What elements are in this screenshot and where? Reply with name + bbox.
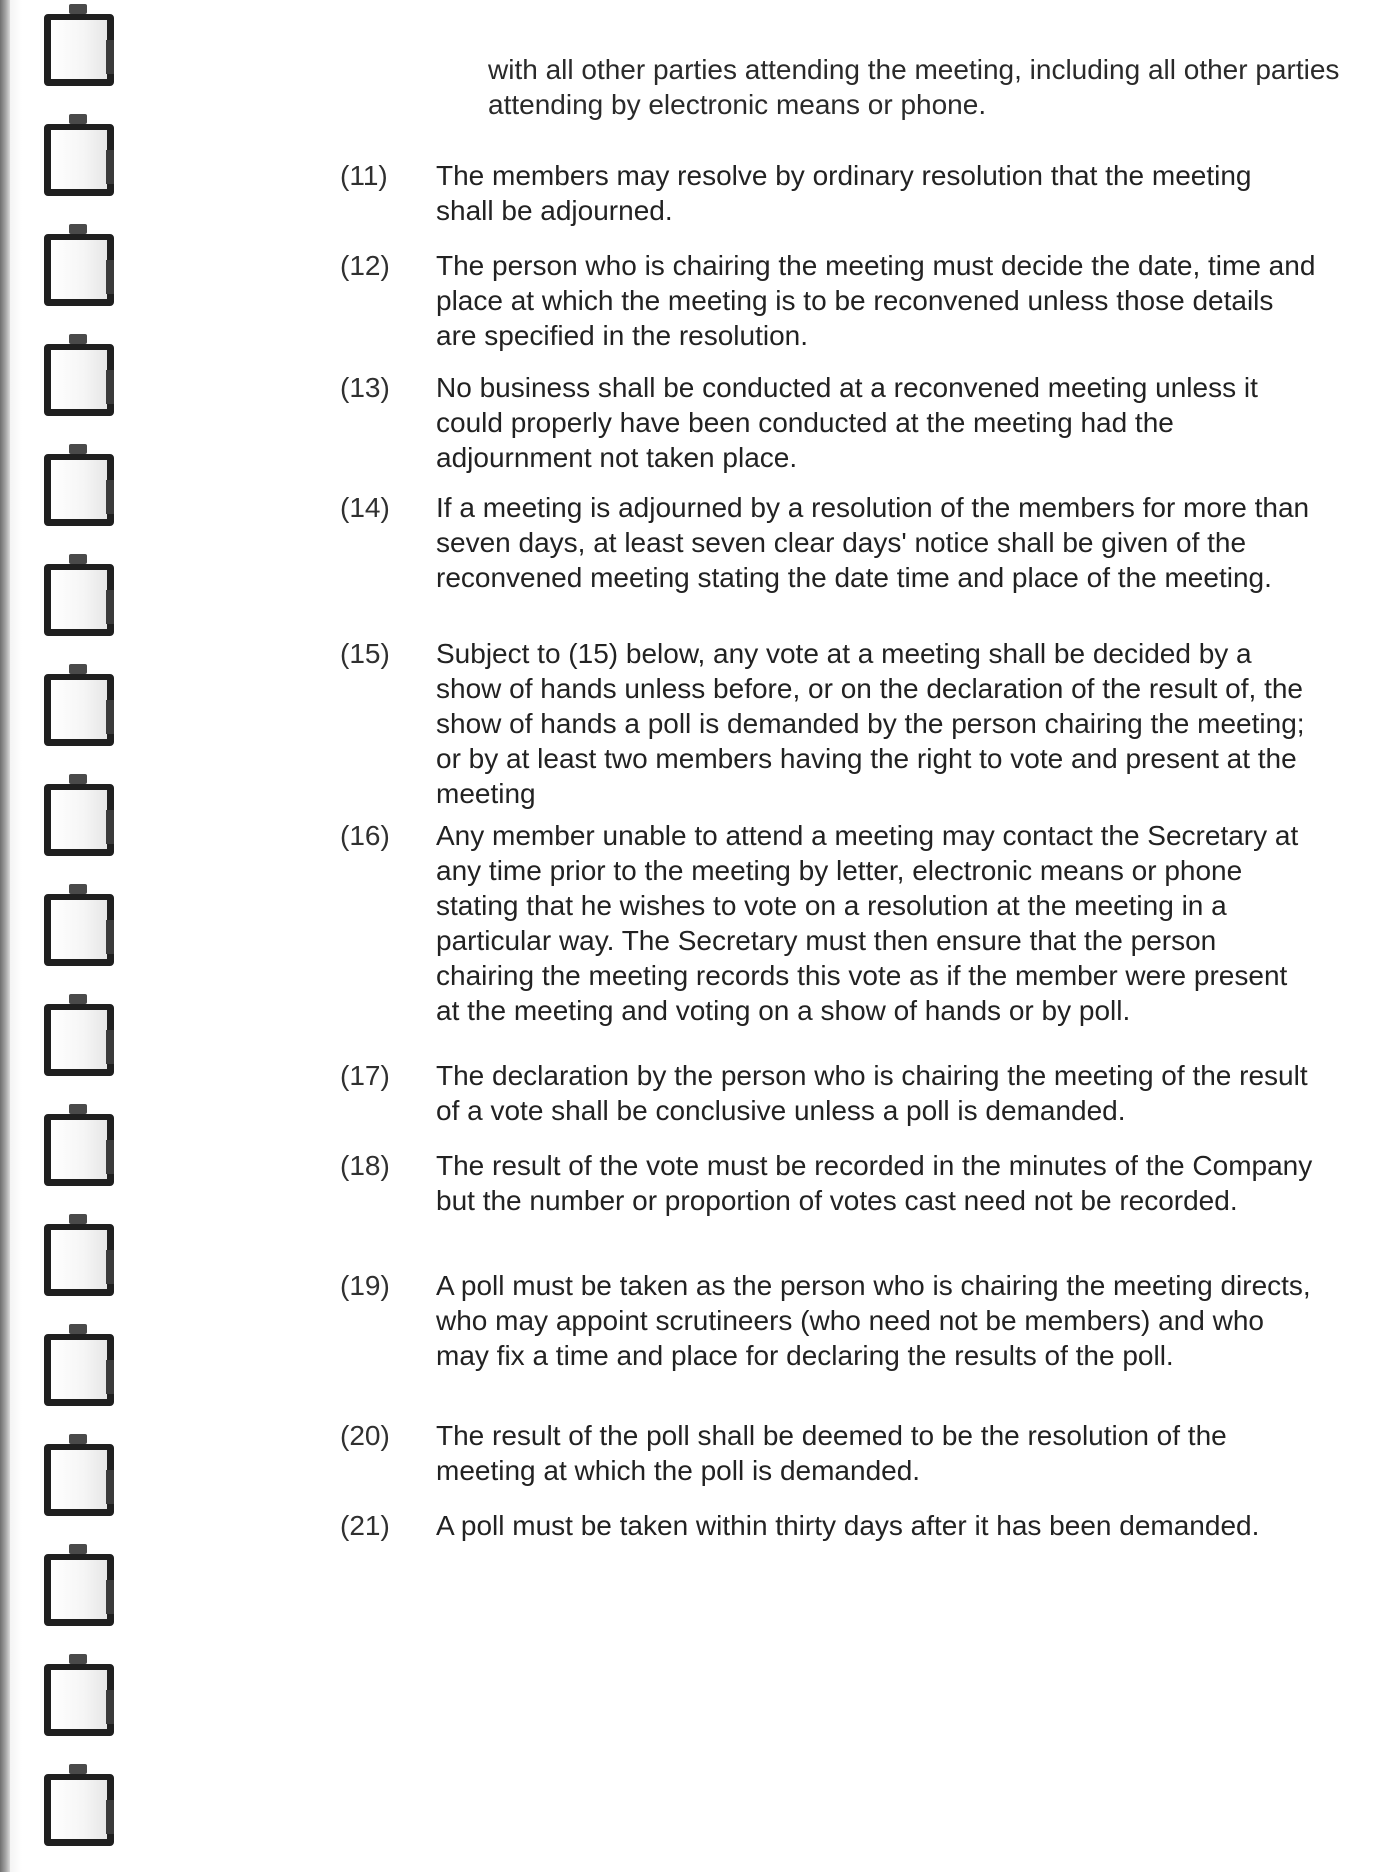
clause-text: No business shall be conducted at a reconvened meeting unless it could properly have been conducted at the meeting had the adjournment not taken place. [436,372,1258,473]
clause-text: The result of the poll shall be deemed to be the resolution of the meeting at which the poll is demanded. [436,1420,1227,1486]
clause-number: (20) [340,1420,390,1451]
binding-edge [0,0,10,1872]
clause-number: (18) [340,1150,390,1181]
clause-number: (15) [340,638,390,669]
clause-text: The members may resolve by ordinary resolution that the meeting shall be adjourned. [436,160,1252,226]
clause-number: (14) [340,492,390,523]
clause-number: (21) [340,1510,390,1541]
clause-text: The result of the vote must be recorded in the minutes of the Company but the number or proportion of votes cast need not be recorded. [436,1150,1313,1216]
binding-ring [44,674,114,746]
binding-ring [44,14,114,86]
clause-text: A poll must be taken within thirty days after it has been demanded. [436,1510,1260,1541]
binding-ring [44,1224,114,1296]
binding-ring [44,344,114,416]
clause-text: The declaration by the person who is chairing the meeting of the result of a vote shall be conclusive unless a poll is demanded. [436,1060,1308,1126]
binding-ring [44,124,114,196]
binding-ring [44,234,114,306]
binding-ring [44,894,114,966]
binding-ring [44,1554,114,1626]
binding-ring [44,454,114,526]
clause-number: (16) [340,820,390,851]
clause-number: (17) [340,1060,390,1091]
clause-text: The person who is chairing the meeting must decide the date, time and place at which the meeting is to be reconvened unless those details are specified in the resolution. [436,250,1316,351]
clause-text: If a meeting is adjourned by a resolution of the members for more than seven days, at least seven clear days' notice shall be given of the reconvened meeting stating the date time and place of the meeting. [436,492,1310,593]
binding-ring [44,1664,114,1736]
clause-number: (11) [340,160,388,191]
spiral-binding [36,0,126,1872]
clause-number: (13) [340,372,390,403]
binding-ring [44,1774,114,1846]
binding-ring [44,1114,114,1186]
binding-ring [44,784,114,856]
binding-ring [44,1444,114,1516]
clause-text: Any member unable to attend a meeting may contact the Secretary at any time prior to the meeting by letter, electronic means or phone stating that he wishes to vote on a resolution at the meeting in a particular way. The Secretary must then ensure that the person chairing the meeting records this vote as if the member were present at the meeting and voting on a show of hands or by poll. [436,820,1299,1026]
binding-ring [44,1004,114,1076]
clause-text: A poll must be taken as the person who is chairing the meeting directs, who may appoint scrutineers (who need not be members) and who may fix a time and place for declaring the results of the poll. [436,1270,1311,1371]
clause-number: (12) [340,250,390,281]
clause-text: Subject to (15) below, any vote at a meeting shall be decided by a show of hands unless before, or on the declaration of the result of, the show of hands a poll is demanded by the person chairing the meeting; or by at least two members having the right to vote and present at the meeting [436,638,1305,809]
binding-ring [44,1334,114,1406]
binding-ring [44,564,114,636]
clause-number: (19) [340,1270,390,1301]
continued-paragraph: with all other parties attending the meeting, including all other parties attending by electronic means or phone. [488,54,1340,120]
